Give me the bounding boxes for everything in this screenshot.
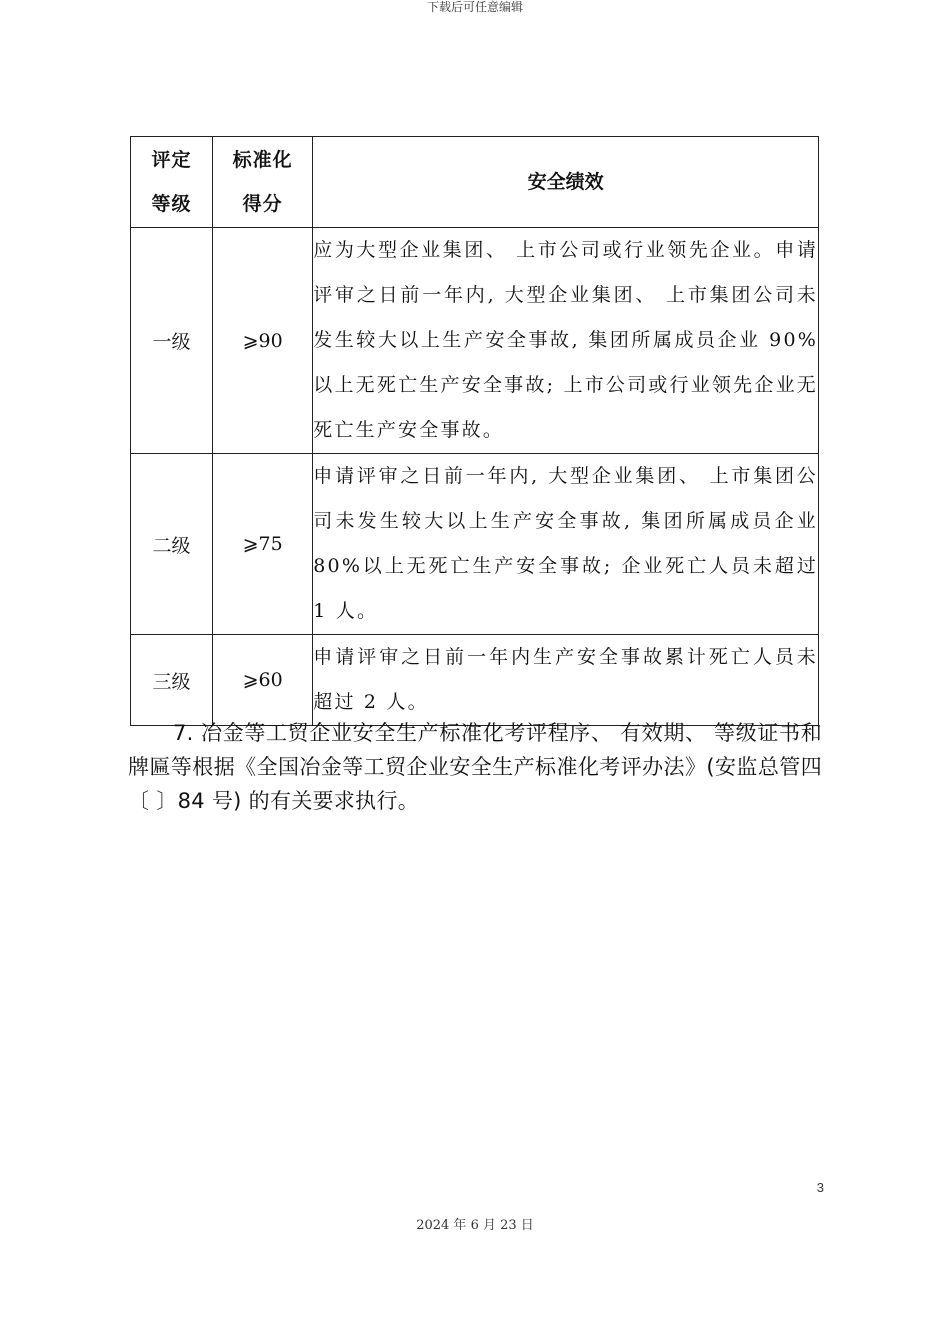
header-note: 下载后可任意编辑: [426, 0, 523, 14]
header-grade-line1: 评定: [151, 148, 192, 171]
footer-date: 2024 年 6 月 23 日: [416, 1218, 534, 1233]
performance-cell: 申请评审之日前一年内, 大型企业集团、 上市集团公司未发生较大以上生产安全事故, 集团所属成员企业 80%以上无死亡生产安全事故; 企业死亡人员未超过 1 人。: [313, 454, 819, 635]
table-row: [131, 228, 819, 454]
table-row: [131, 454, 819, 635]
grade-cell: 一级: [131, 228, 213, 454]
table-header-row: [131, 137, 819, 228]
header-score: [213, 137, 313, 228]
header-grade: [131, 137, 213, 228]
score-cell: ⩾90: [213, 228, 313, 454]
header-grade-line2: 等级: [151, 192, 192, 215]
performance-cell: 申请评审之日前一年内生产安全事故累计死亡人员未超过 2 人。: [313, 635, 819, 726]
body-paragraph: 7. 冶金等工贸企业安全生产标准化考评程序、 有效期、 等级证书和牌匾等根据《全国冶金等工贸企业安全生产标准化考评办法》(安监总管四〔 〕84 号) 的有关要求执行。: [128, 721, 822, 813]
header-score-line1: 标准化: [232, 148, 293, 171]
safety-grade-table: [130, 136, 819, 726]
header-score-line2: 得分: [242, 192, 283, 215]
performance-cell: 应为大型企业集团、 上市公司或行业领先企业。申请评审之日前一年内, 大型企业集团、 上市集团公司未发生较大以上生产安全事故, 集团所属成员企业 90%以上无死亡生产安全事故; 上市公司或行业领先企业无死亡生产安全事故。: [313, 228, 819, 454]
grade-cell: 二级: [131, 454, 213, 635]
score-cell: ⩾75: [213, 454, 313, 635]
table-row: [131, 635, 819, 726]
grade-cell: 三级: [131, 635, 213, 726]
page-number: 3: [816, 1180, 824, 1195]
score-cell: ⩾60: [213, 635, 313, 726]
header-performance: 安全绩效: [313, 137, 819, 228]
